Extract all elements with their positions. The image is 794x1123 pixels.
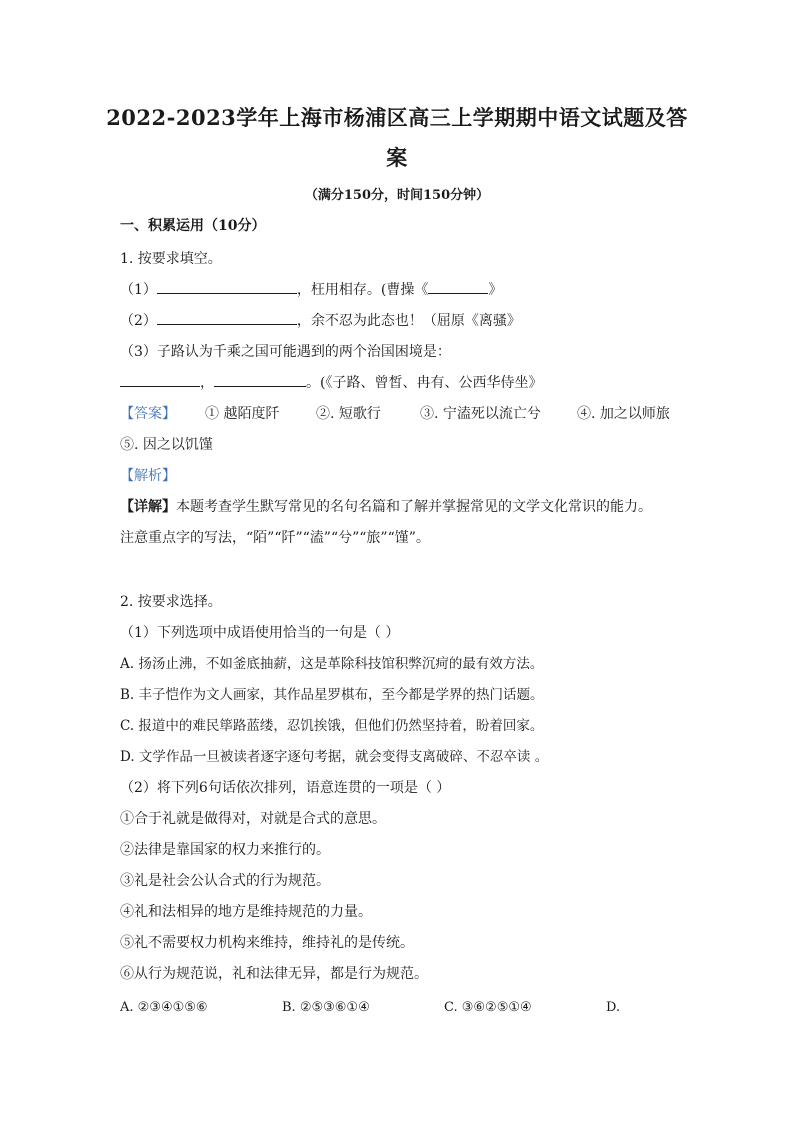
q2-sentence-3: ③礼是社会公认合式的行为规范。 (120, 873, 330, 889)
q1-item1-blank (157, 280, 297, 294)
q2-stem: 2. 按要求选择。 (120, 594, 222, 610)
q1-note: 注意重点字的写法，“陌”“阡”“溘”“兮”“旅”“馑”。 (120, 530, 430, 546)
q2-choice-d: D. (606, 1000, 621, 1015)
q2-sentence-2: ②法律是靠国家的权力来推行的。 (120, 842, 330, 858)
q1-item3-blanks (120, 373, 542, 393)
q2-sentence-1: ①合于礼就是做得对，对就是合式的意思。 (120, 811, 386, 827)
q1-item1-prefix: （1） (120, 282, 157, 298)
q1-item3-suffix: 。(《子路、曾皙、冉有、公西华侍坐》 (306, 375, 543, 391)
q1-answer-5: ⑤. 因之以饥馑 (120, 437, 213, 453)
q1-detail (120, 497, 652, 517)
section1-heading: 一、积累运用（10分） (120, 218, 266, 234)
q1-item2-prefix: （2） (120, 313, 157, 329)
q1-item3: （3）子路认为千乘之国可能遇到的两个治国困境是： (120, 344, 451, 360)
q1-item1-suffix: 》 (488, 282, 503, 298)
q2-choice-b: B. ②⑤③⑥①④ (282, 1000, 370, 1015)
q1-item3-blank1 (120, 373, 200, 387)
q1-answer-2: ②. 短歌行 (316, 406, 381, 422)
q1-answer-4: ④. 加之以师旅 (577, 406, 670, 422)
q2-sub1-option-c: C. 报道中的难民筚路蓝缕，忍饥挨饿，但他们仍然坚持着，盼着回家。 (120, 718, 544, 734)
q1-item3-sep: ， (200, 375, 214, 391)
q1-item2-blank (157, 311, 297, 325)
q1-stem: 1. 按要求填空。 (120, 251, 222, 267)
q1-item3-blank2 (214, 373, 306, 387)
q2-choice-a: A. ②③④①⑤⑥ (120, 1000, 208, 1015)
q2-sentence-4: ④礼和法相异的地方是维持规范的力量。 (120, 904, 372, 920)
q2-choice-c: C. ③⑥②⑤①④ (444, 1000, 532, 1015)
q2-sub1-option-b: B. 丰子恺作为文人画家，其作品星罗棋布，至今都是学界的热门话题。 (120, 687, 544, 703)
q1-item2 (120, 311, 521, 331)
q1-item1 (120, 280, 502, 300)
q2-sub1: （1）下列选项中成语使用恰当的一句是（ ） (120, 625, 400, 641)
q1-item1-blank2 (428, 280, 488, 294)
q1-item2-suffix: ，余不忍为此态也！（屈原《离骚》 (296, 313, 521, 329)
q2-sub1-option-a: A. 扬汤止沸，不如釜底抽薪，这是革除科技馆积弊沉疴的最有效方法。 (120, 656, 544, 672)
q1-item1-mid: ，枉用相存。(曹操《 (296, 282, 429, 298)
q2-sub1-option-d: D. 文学作品一旦被读者逐字逐句考据，就会变得支离破碎、不忍卒读 。 (120, 749, 549, 765)
q2-sentence-5: ⑤礼不需要权力机构来维持，维持礼的是传统。 (120, 935, 414, 951)
q2-sentence-6: ⑥从行为规范说，礼和法律无异，都是行为规范。 (120, 966, 428, 982)
document-title-line1: 2022-2023学年上海市杨浦区高三上学期期中语文试题及答 (106, 105, 688, 130)
q1-answer-1: ① 越陌度阡 (205, 406, 280, 422)
document-title-line2: 案 (386, 145, 408, 170)
q1-answer-3: ③. 宁溘死以流亡兮 (420, 406, 541, 422)
q1-detail-text: 本题考查学生默写常见的名句名篇和了解并掌握常见的文学文化常识的能力。 (176, 499, 652, 515)
q1-analysis-label: 【解析】 (120, 468, 176, 484)
q2-sub2: （2）将下列6句话依次排列，语意连贯的一项是（ ） (120, 780, 451, 796)
q1-detail-label: 【详解】 (120, 499, 176, 515)
q1-answer-label: 【答案】 (120, 406, 176, 422)
document-subtitle: （满分150分，时间150分钟） (304, 188, 490, 203)
